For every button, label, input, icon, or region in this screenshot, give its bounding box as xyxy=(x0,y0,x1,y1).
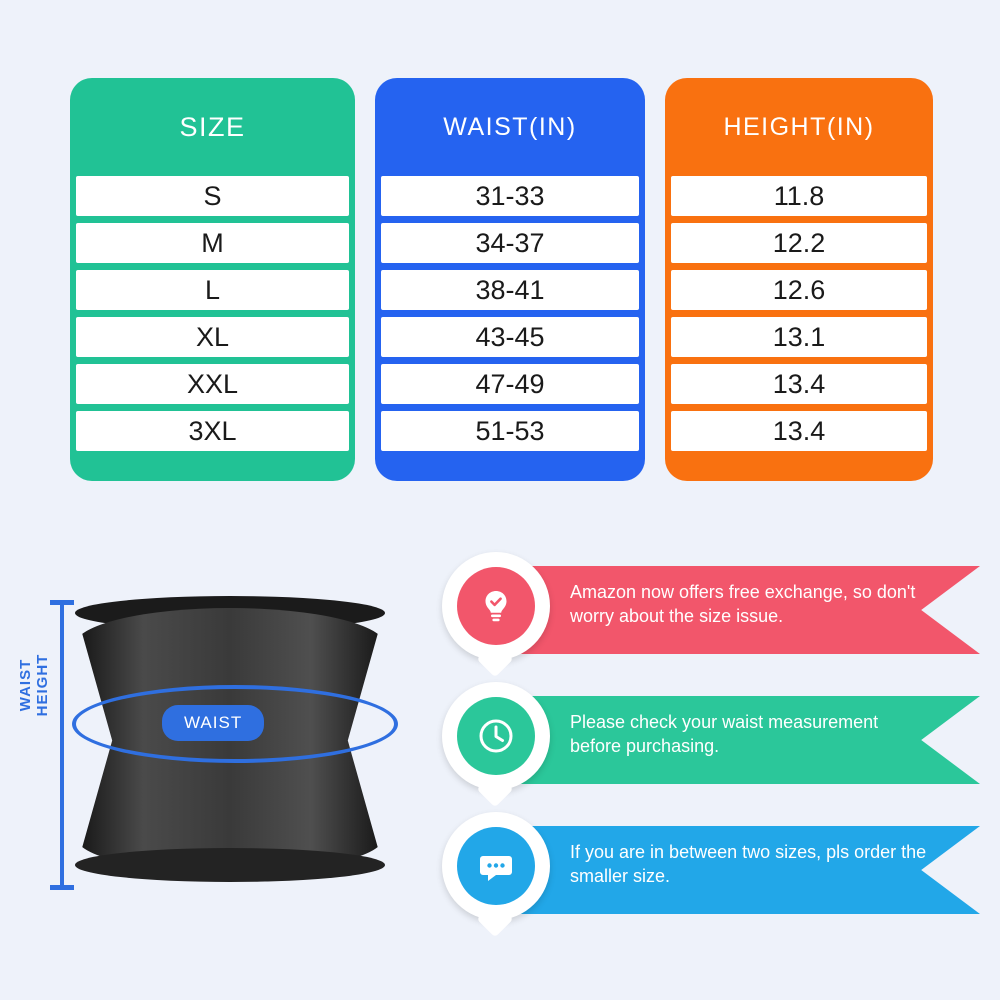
table-cell-size: L xyxy=(76,270,349,310)
waist-label: WAIST xyxy=(162,705,264,741)
note-badge xyxy=(442,812,550,920)
table-cell-height: 12.2 xyxy=(671,223,927,263)
badge-tail xyxy=(477,901,514,938)
belt-bottom-edge xyxy=(75,848,385,882)
height-cap-top xyxy=(50,600,74,605)
height-cap-bottom xyxy=(50,885,74,890)
table-cell-waist: 38-41 xyxy=(381,270,639,310)
table-cell-size: M xyxy=(76,223,349,263)
size-chart-table xyxy=(70,78,930,481)
note-text: Please check your waist measurement before purchasing. xyxy=(570,712,879,757)
table-cell-size: XL xyxy=(76,317,349,357)
table-cell-size: S xyxy=(76,176,349,216)
waist-column xyxy=(375,78,645,481)
notes-list xyxy=(430,552,990,942)
table-cell-height: 13.4 xyxy=(671,364,927,404)
height-column xyxy=(665,78,933,481)
table-cell-waist: 47-49 xyxy=(381,364,639,404)
badge-tail xyxy=(477,641,514,678)
note-item xyxy=(430,812,990,930)
table-cell-height: 13.4 xyxy=(671,411,927,451)
note-badge xyxy=(442,682,550,790)
lightbulb-check-icon xyxy=(457,567,535,645)
column-header-size: SIZE xyxy=(179,111,246,142)
table-cell-size: XXL xyxy=(76,364,349,404)
table-cell-waist: 34-37 xyxy=(381,223,639,263)
table-cell-height: 11.8 xyxy=(671,176,927,216)
size-column xyxy=(70,78,355,481)
note-item xyxy=(430,682,990,800)
speech-bubble-icon xyxy=(457,827,535,905)
waist-height-label: WAIST HEIGHT xyxy=(14,625,54,745)
table-cell-size: 3XL xyxy=(76,411,349,451)
table-cell-waist: 31-33 xyxy=(381,176,639,216)
table-cell-height: 12.6 xyxy=(671,270,927,310)
column-header-waist: WAIST(IN) xyxy=(443,112,577,141)
table-cell-waist: 51-53 xyxy=(381,411,639,451)
table-cell-height: 13.1 xyxy=(671,317,927,357)
table-cell-waist: 43-45 xyxy=(381,317,639,357)
note-text: If you are in between two sizes, pls order the smaller size. xyxy=(570,842,927,887)
clock-icon xyxy=(457,697,535,775)
column-header-height: HEIGHT(IN) xyxy=(723,112,875,141)
note-text: Amazon now offers free exchange, so don't worry about the size issue. xyxy=(570,582,916,627)
note-badge xyxy=(442,552,550,660)
product-illustration xyxy=(10,560,430,980)
badge-tail xyxy=(477,771,514,808)
height-line xyxy=(60,600,64,890)
note-item xyxy=(430,552,990,670)
